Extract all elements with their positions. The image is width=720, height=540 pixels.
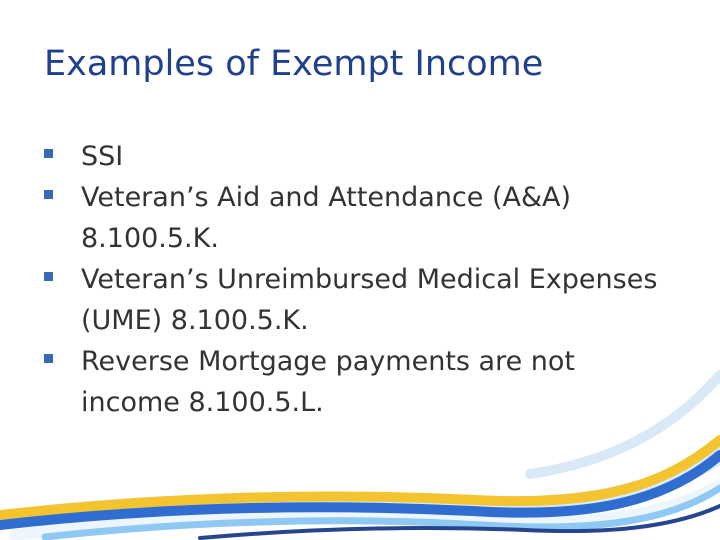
bullet-text: Veteran’s Unreimbursed Medical Expenses (UME) 8.100.5.K.	[81, 264, 658, 336]
list-item	[44, 259, 664, 341]
bullet-text: Veteran’s Aid and Attendance (A&A) 8.100.5.K.	[81, 182, 572, 254]
bullet-list	[44, 136, 664, 423]
square-bullet-icon	[44, 149, 53, 158]
list-item	[44, 177, 664, 259]
bullet-text: Reverse Mortgage payments are not income 8.100.5.L.	[81, 346, 576, 418]
bullet-text: SSI	[81, 141, 124, 172]
list-item	[44, 136, 664, 177]
page-title: Examples of Exempt Income	[44, 44, 544, 84]
list-item	[44, 341, 664, 423]
square-bullet-icon	[44, 272, 53, 281]
square-bullet-icon	[44, 190, 53, 199]
square-bullet-icon	[44, 354, 53, 363]
